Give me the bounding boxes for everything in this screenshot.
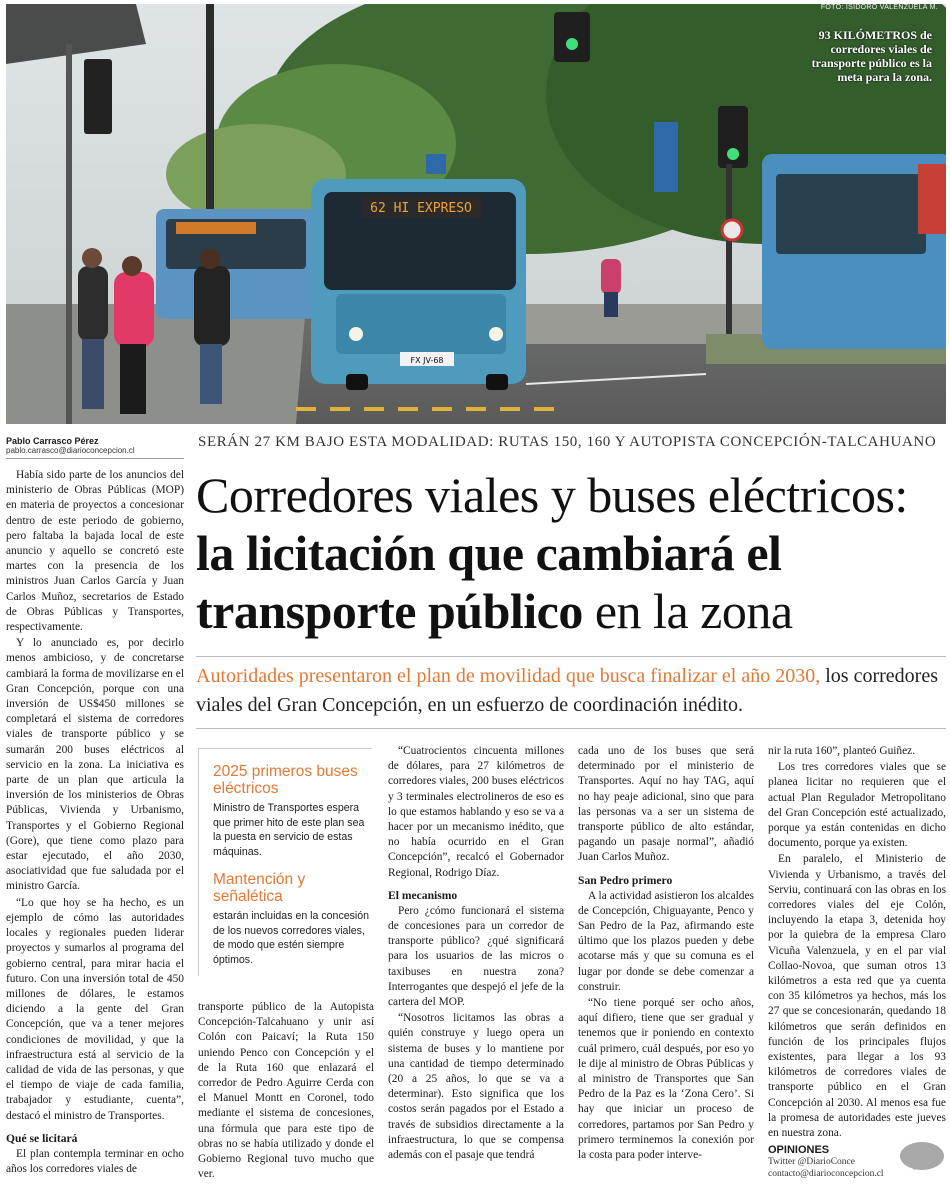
paragraph: Había sido parte de los anuncios del ministerio de Obras Públicas (MOP) en materia de proyectos a concesionar dentro de este periodo de gobierno, pero faltaba la bajada local de este anuncio y aquello se concretó este martes con la presencia de los ministros Juan Carlos García y Juan Carlos Muñoz, secretarios de Estado de Obras Públicas y Transportes, respectivamente.	[6, 469, 184, 634]
byline	[6, 436, 184, 459]
column-3	[388, 744, 564, 1164]
headline	[196, 466, 948, 640]
headline-line-3-bold: transporte público	[196, 583, 583, 639]
kicker: SERÁN 27 KM BAJO ESTA MODALIDAD: RUTAS 150, 160 Y AUTOPISTA CONCEPCIÓN-TALCAHUANO	[198, 434, 937, 450]
paragraph: “Nosotros licitamos las obras a quién construye y luego opera un sistema de buses y lo mantiene por una cantidad de tiempo determinado (20 a 25 años, lo que se va a determinar). Esto significa que los costos serán pagados por el Estado a través de subsidios directamente a la infraestructura, lo que se compensa además con el pasaje que tendrá	[388, 1012, 564, 1162]
author-email: pablo.carrasco@diarioconcepcion.cl	[6, 446, 135, 455]
subhead-rest: los corredores viales del Gran Concepción, en un esfuerzo de coordinación inédito.	[196, 665, 938, 716]
headline-line-3-rest: en la zona	[594, 583, 793, 639]
column-1	[6, 468, 184, 1178]
paragraph: nir la ruta 160”, planteó Guiñez.	[768, 745, 916, 757]
photo-caption: 93 KILÓMETROS de corredores viales de transporte público es la meta para la zona.	[811, 28, 932, 84]
paragraph: En paralelo, el Ministerio de Vivienda y Urbanismo, a través del Serviu, continuará con las obras en los corredores viales del eje Colón, incluyendo la etapa 3, detenida hoy por la quiebra de la empresa Claro Vicuña Valenzuela, y en el par vial Collao-Novoa, que suman otros 13 kilómetros a esta red que ya cuenta con 35 kilómetros ya hechos, más los 27 que se concesionarán, quedando 18 kilómetros que serán definidos en función de los principales flujos existentes, para llegar a los 93 kilómetros de corredores viales de transporte público en el Gran Concepción al 2030. Al menos esa fue la promesa de autoridades este jueves en nuestra zona.	[768, 853, 946, 1140]
paragraph: A la actividad asistieron los alcaldes de Concepción, Chiguayante, Penco y San Pedro de la Paz, afirmando este último que los plazos pueden y debe acotarse más y que su comuna es el lugar por donde se debe comenzar a construir.	[578, 889, 754, 993]
column-2	[198, 1000, 374, 1183]
section-heading: San Pedro primero	[578, 873, 673, 887]
box-heading-2: Mantención y señalética	[213, 871, 306, 905]
opinion-title: OPINIONES	[768, 1144, 830, 1156]
paragraph: “Cuatrocientos cincuenta millones de dólares, para 27 kilómetros de corredores viales, 200 buses eléctricos y 3 terminales electrolineros de eso es lo que estamos hablando y eso se va a hacer por un mecanismo inédito, que no había ocurrido en el Gran Concepción”, recalcó el Gobernador Regional, Rodrigo Díaz.	[388, 745, 564, 879]
column-5	[768, 744, 946, 1142]
paragraph: transporte público de la Autopista Concepción-Talcahuano y unir así Colón con Paicaví; la Ruta 150 uniendo Penco con Concepción y el de la Ruta 160 que enlazará el corredor de Pedro Aguirre Cerda con el Manuel Montt en Coronel, todo mediante el sistema de concesiones, una fórmula que para este tipo de obras no se había utilizado y donde el Gobierno Regional tuvo mucho que ver.	[198, 1001, 374, 1181]
twitter-handle[interactable]: Twitter @DiarioConce	[768, 1157, 855, 1167]
box-heading-1: 2025 primeros buses eléctricos	[213, 763, 358, 797]
paragraph: El plan contempla terminar en ocho años los corredores viales de	[6, 1147, 184, 1175]
divider	[196, 728, 946, 729]
headline-line-1: Corredores viales y buses eléctricos:	[196, 467, 908, 523]
photo-credit: FOTO: ISIDORO VALENZUELA M.	[820, 4, 938, 11]
section-heading: Qué se licitará	[6, 1131, 78, 1145]
bus-destination-sign: 62 HI EXPRESO	[370, 201, 472, 216]
box-text-1: Ministro de Transportes espera que primer hito de este plan sea la puesta en servicio de estas máquinas.	[213, 802, 365, 858]
news-photo	[6, 4, 946, 424]
author-name: Pablo Carrasco Pérez	[6, 436, 99, 446]
paragraph: “No tiene porqué ser ocho años, aquí difiero, tiene que ser gradual y tenemos que ir poniendo en contexto cuál primero, cuál después, por eso yo le dije al ministro de Obras Públicas y al ministro de Transportes que San Pedro de la Paz es la ‘Zona Cero’. Si hay que iniciar un proceso de corredores, partamos por San Pedro y primero terminemos la conexión por la costa para poder interve-	[578, 997, 754, 1162]
speech-bubble-icon	[900, 1142, 944, 1170]
sidebar-box	[198, 748, 372, 976]
paragraph: cada uno de los buses que será determinado por el ministerio de Transportes. Aquí no hay TAG, aquí no hay peaje adicional, sino que para las personas va a ser un sistema de transporte público de alto estándar, pagando un pasaje normal”, añadió Juan Carlos Muñoz.	[578, 745, 754, 864]
divider	[196, 656, 946, 657]
section-heading: El mecanismo	[388, 888, 458, 902]
paragraph: Pero ¿cómo funcionará el sistema de concesiones para un corredor de transporte público? ¿qué significará para los usuarios de las micros o taxibuses en nuestra zona? Interrogantes que despejó el jefe de la cartera del MOP.	[388, 904, 564, 1009]
paragraph: “Lo que hoy se ha hecho, es un ejemplo de cómo las autoridades locales y regionales pueden liderar proyectos y sumarlos al programa del gobierno central, para mirar hacia el futuro. Con una inversión total de 450 millones de dólares, le estamos diciendo a la gente del Gran Concepción, que va a tener mejores condiciones de movilidad, y que la infraestructura está al servicio de la calidad de vida de las personas, y que el tiempo de viaje de cada familia, trabajador y estudiante, cuenta”, destacó el ministro de Transportes.	[6, 896, 184, 1122]
paragraph: Y lo anunciado es, por decirlo menos ambicioso, y de concretarse cambiará la forma de movilizarse en el Gran Concepción, porque con una inversión de US$450 millones se completará el sistema de corredores viales de transporte público y se sumarán 200 buses eléctricos al servicio en la zona. La iniciativa es parte de un plan que articula la inversión de los ministerios de Obras Públicas, Vivienda y Urbanismo, Transportes y el Gobierno Regional (Gore), que tiene como plazo para estar ejecutado, el año 2030, asociatividad que fue saludada por el ministro García.	[6, 637, 184, 893]
opinion-footer	[768, 1144, 948, 1180]
bus-plate: FX JV-68	[410, 356, 444, 365]
subhead-highlight: Autoridades presentaron el plan de movilidad que busca finalizar el año 2030,	[196, 665, 821, 687]
box-text-2: estarán incluidas en la concesión de los nuevos corredores viales, de modo que estén siempre óptimos.	[213, 910, 370, 966]
paragraph: Los tres corredores viales que se planea licitar no requieren que el actual Plan Regulador Metropolitano del Gran Concepción esté actualizado, porque ya están contenidas en dicho documento, porque ya existen.	[768, 761, 946, 850]
column-4	[578, 744, 754, 1164]
subheadline	[196, 662, 948, 720]
contact-email[interactable]: contacto@diarioconcepcion.cl	[768, 1169, 884, 1179]
headline-line-2: la licitación que cambiará el	[196, 525, 782, 581]
